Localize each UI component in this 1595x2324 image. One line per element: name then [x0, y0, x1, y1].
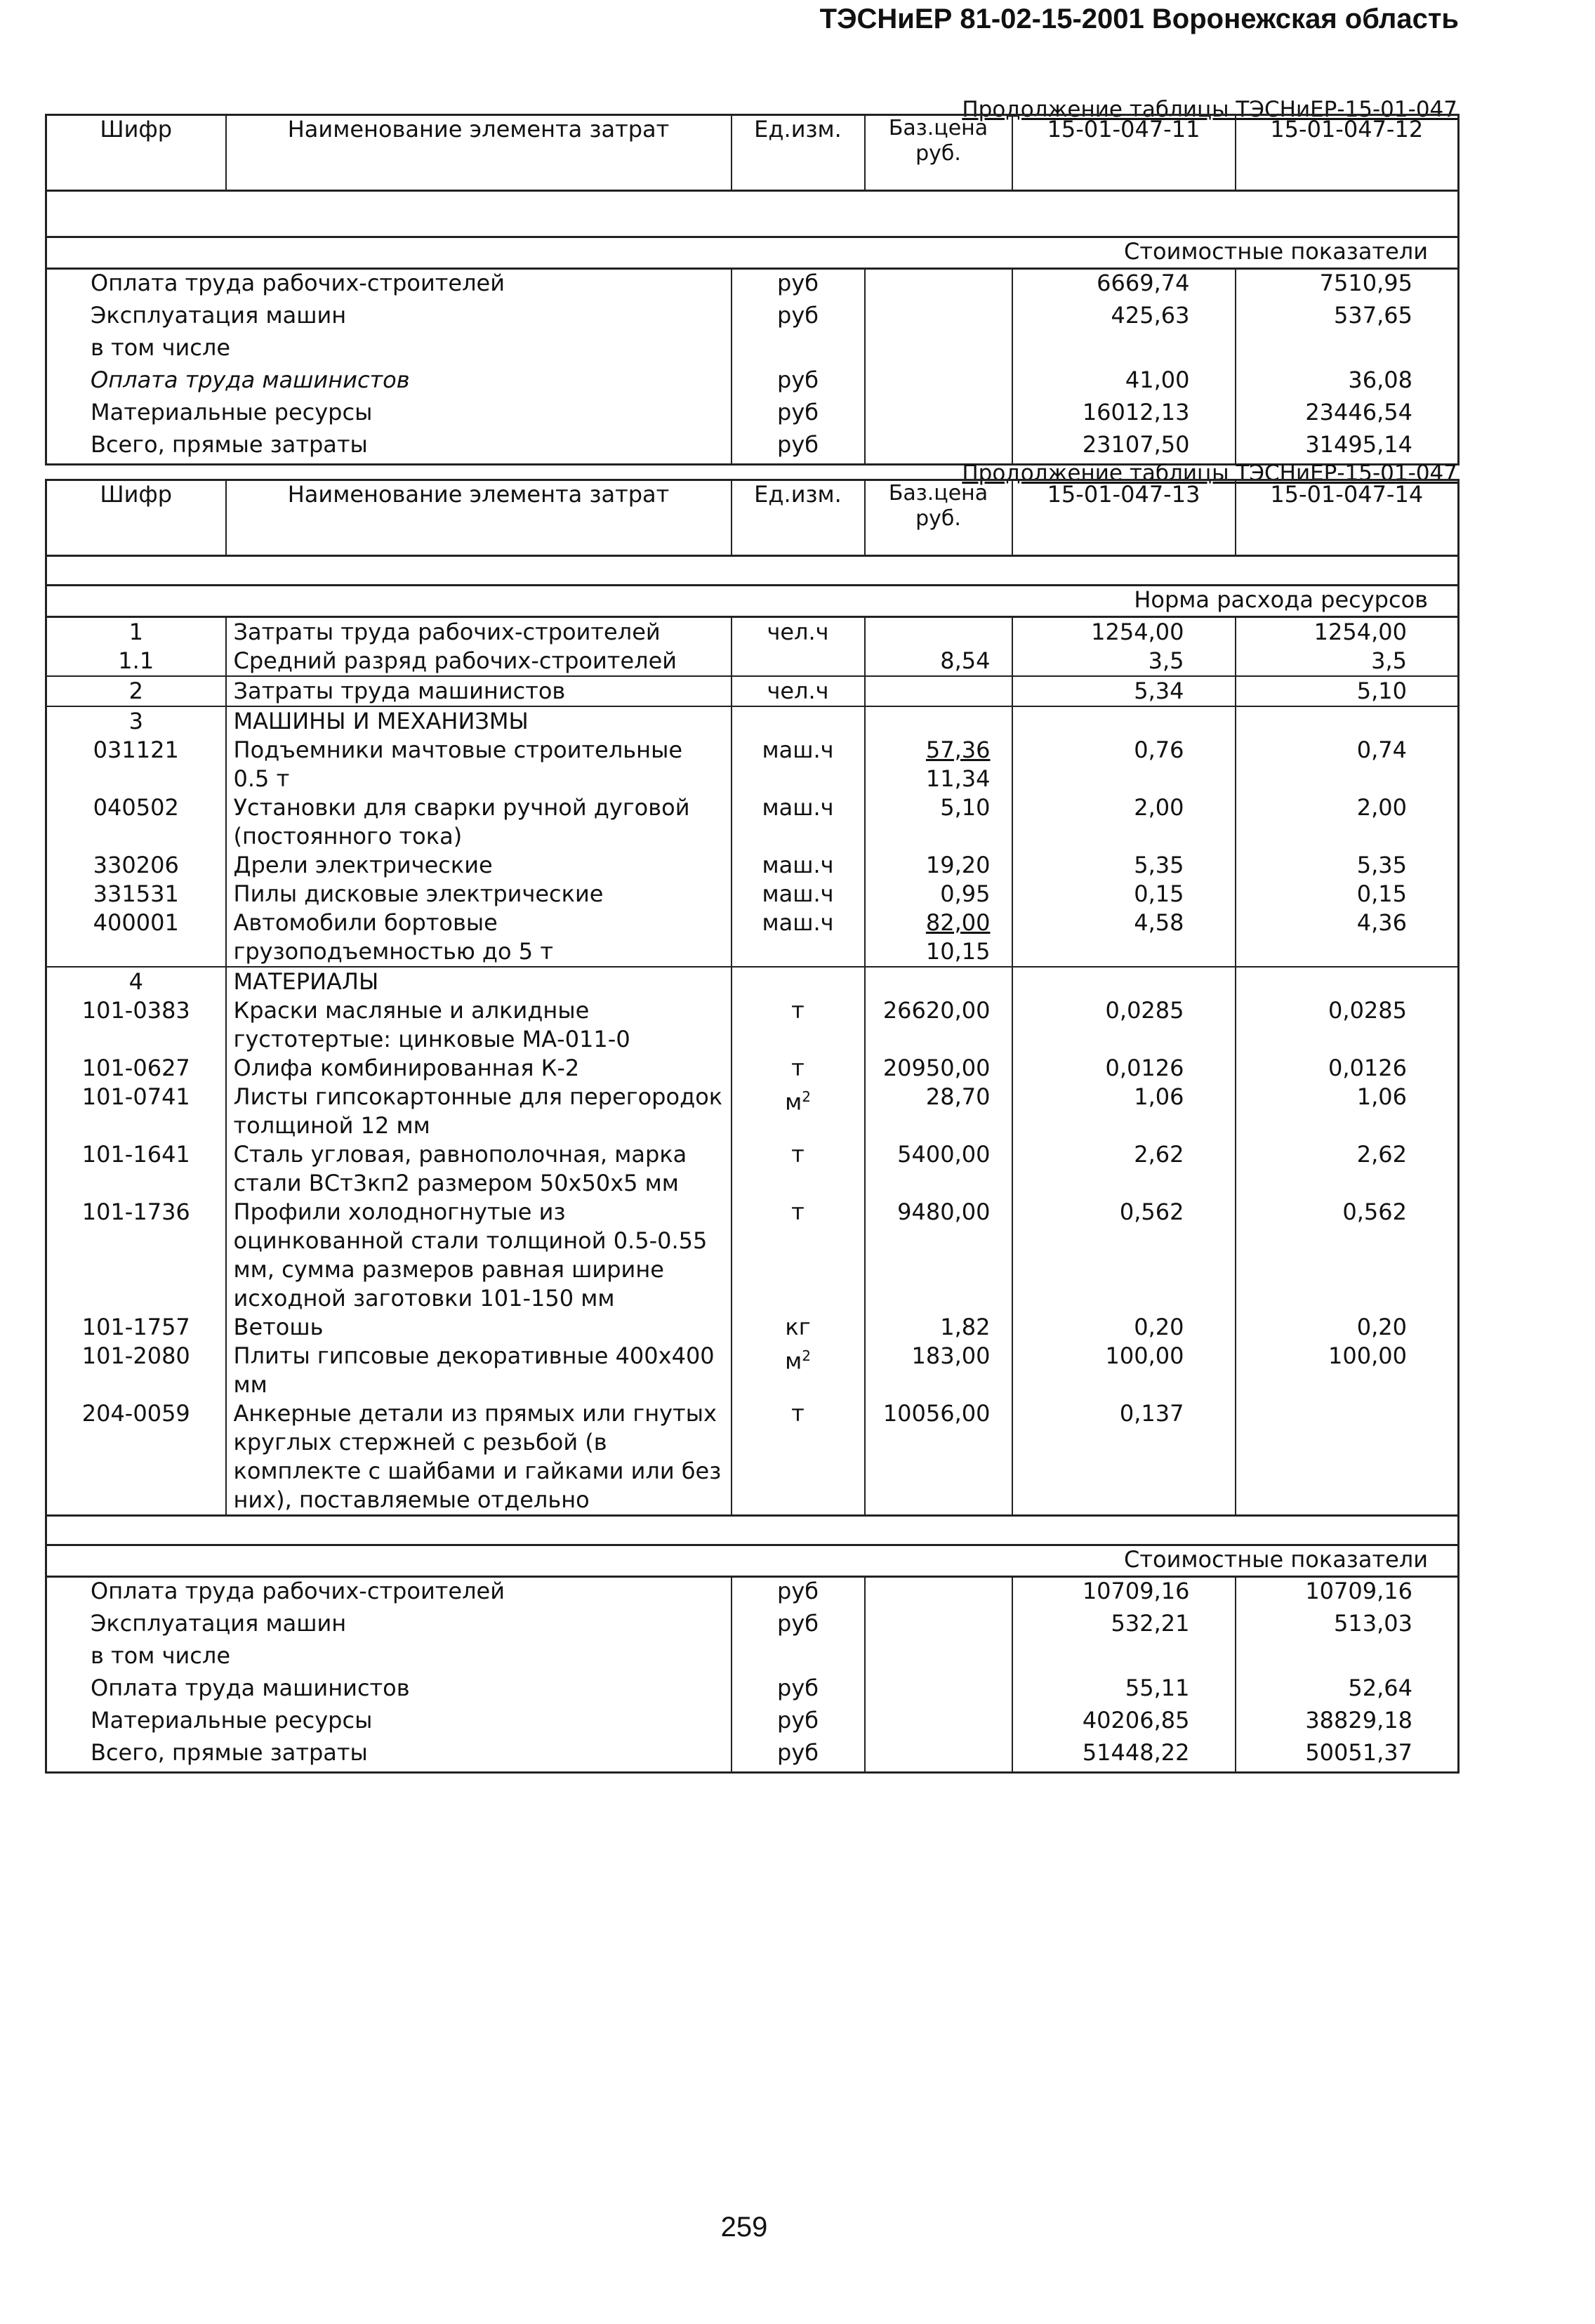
- row-value-2: 2,62: [1236, 1140, 1459, 1198]
- summary-row-unit: руб: [732, 1739, 865, 1773]
- table1-row-value-2: [1236, 334, 1459, 367]
- table-row: [46, 647, 1459, 676]
- table-row: [46, 1313, 1459, 1342]
- row-base-price: 20950,00: [865, 1054, 1012, 1083]
- unit-text: м: [785, 1088, 802, 1116]
- table2-section-label: Стоимостные показатели: [46, 1545, 1459, 1577]
- table1-row-unit: руб: [732, 367, 865, 399]
- row-unit: маш.ч: [732, 851, 865, 880]
- table2-section-label-row: [46, 1545, 1459, 1577]
- table1-row-value-2: 31495,14: [1236, 431, 1459, 465]
- row-unit: маш.ч: [732, 736, 865, 793]
- row-code: 101-2080: [46, 1342, 226, 1399]
- summary-row-unit: руб: [732, 1675, 865, 1707]
- col-header-15-01-047-14: 15-01-047-14: [1236, 480, 1459, 556]
- row-value-2: 1,06: [1236, 1083, 1459, 1140]
- row-base-price: 1,82: [865, 1313, 1012, 1342]
- summary-row-name: Оплата труда машинистов: [46, 1675, 732, 1707]
- col-header-15-01-047-13: 15-01-047-13: [1012, 480, 1236, 556]
- row-value-1: 2,62: [1012, 1140, 1236, 1198]
- row-base-price: 0,95: [865, 880, 1012, 909]
- row-value-2: 0,20: [1236, 1313, 1459, 1342]
- row-name: Ветошь: [226, 1313, 732, 1342]
- row-value-2: 0,74: [1236, 736, 1459, 793]
- row-code: 4: [46, 967, 226, 996]
- row-value-2: [1236, 706, 1459, 736]
- row-value-1: 0,0126: [1012, 1054, 1236, 1083]
- summary-row-name: Эксплуатация машин: [46, 1610, 732, 1642]
- row-unit: [732, 706, 865, 736]
- row-code: 101-0741: [46, 1083, 226, 1140]
- row-name: Профили холодногнутые из оцинкованной стали толщиной 0.5-0.55 мм, сумма размеров равная ширине исходной заготовки 101-150 мм: [226, 1198, 732, 1313]
- row-value-2: [1236, 1399, 1459, 1516]
- row-base-price: 5400,00: [865, 1140, 1012, 1198]
- row-name: Листы гипсокартонные для перегородок толщиной 12 мм: [226, 1083, 732, 1140]
- row-code: 101-0383: [46, 996, 226, 1054]
- row-name: Пилы дисковые электрические: [226, 880, 732, 909]
- table-row: [46, 706, 1459, 736]
- row-value-1: 0,20: [1012, 1313, 1236, 1342]
- row-value-2: 5,10: [1236, 676, 1459, 706]
- row-name: Анкерные детали из прямых или гнутых круглых стержней с резьбой (в комплекте с шайбами и гайками или без них), поставляемые отдельно: [226, 1399, 732, 1516]
- row-code: 101-1736: [46, 1198, 226, 1313]
- summary-row-base: [865, 1739, 1012, 1773]
- table2-blank-row: [46, 556, 1459, 586]
- table1-row-value-1: [1012, 334, 1236, 367]
- row-value-2: 3,5: [1236, 647, 1459, 676]
- unit-text: м: [785, 1347, 802, 1375]
- table1-row-base: [865, 399, 1012, 431]
- row-base-price: [865, 967, 1012, 996]
- row-base-price-labor: 10,15: [925, 938, 991, 965]
- table1-row-unit: руб: [732, 302, 865, 334]
- unit-superscript: 2: [802, 1088, 811, 1105]
- table1-row-base: [865, 334, 1012, 367]
- row-base-price: 28,70: [865, 1083, 1012, 1140]
- row-unit: т: [732, 1399, 865, 1516]
- table1-section-label: Стоимостные показатели: [46, 237, 1459, 269]
- summary-row-name: Материальные ресурсы: [46, 1707, 732, 1739]
- row-code: 1: [46, 617, 226, 647]
- table1-row-value-1: 23107,50: [1012, 431, 1236, 465]
- row-value-1: [1012, 706, 1236, 736]
- row-value-1: [1012, 967, 1236, 996]
- row-code: 101-1641: [46, 1140, 226, 1198]
- row-base-price-main: 82,00: [925, 909, 991, 936]
- summary-row-value-1: [1012, 1642, 1236, 1675]
- row-value-1: 1254,00: [1012, 617, 1236, 647]
- row-value-1: 0,562: [1012, 1198, 1236, 1313]
- col-header-15-01-047-11: 15-01-047-11: [1012, 115, 1236, 191]
- row-value-2: 100,00: [1236, 1342, 1459, 1399]
- table1-row-name: Эксплуатация машин: [46, 302, 732, 334]
- row-value-1: 0,137: [1012, 1399, 1236, 1516]
- row-unit: т: [732, 1198, 865, 1313]
- row-code: 040502: [46, 793, 226, 851]
- row-name: Плиты гипсовые декоративные 400x400 мм: [226, 1342, 732, 1399]
- table1-caption: Продолжение таблицы ТЭСНиЕР-15-01-047: [962, 97, 1457, 122]
- col-header-base-price: Баз.цена руб.: [865, 115, 1012, 191]
- table1-section-label-row: [46, 237, 1459, 269]
- table1-row-name: Всего, прямые затраты: [46, 431, 732, 465]
- row-value-2: 0,15: [1236, 880, 1459, 909]
- summary-row-value-2: 38829,18: [1236, 1707, 1459, 1739]
- table-row: [46, 676, 1459, 706]
- summary-row-base: [865, 1642, 1012, 1675]
- col-header-code: Шифр: [46, 480, 226, 556]
- col-header-15-01-047-12: 15-01-047-12: [1236, 115, 1459, 191]
- page-number: 259: [720, 2212, 768, 2243]
- table-row: [46, 736, 1459, 793]
- table1-row-base: [865, 269, 1012, 303]
- table-row: [46, 1198, 1459, 1313]
- row-name: Затраты труда машинистов: [226, 676, 732, 706]
- cost-table-1: [45, 114, 1460, 466]
- table1-row-value-1: 6669,74: [1012, 269, 1236, 303]
- summary-row-value-1: 40206,85: [1012, 1707, 1236, 1739]
- row-value-2: [1236, 967, 1459, 996]
- col-header-unit: Ед.изм.: [732, 480, 865, 556]
- row-base-price: 183,00: [865, 1342, 1012, 1399]
- row-unit: [732, 1342, 865, 1399]
- row-code: 3: [46, 706, 226, 736]
- row-name: Олифа комбинированная К-2: [226, 1054, 732, 1083]
- row-unit: [732, 647, 865, 676]
- table1-row-name: Материальные ресурсы: [46, 399, 732, 431]
- table1-row-value-2: 23446,54: [1236, 399, 1459, 431]
- table-row: [46, 967, 1459, 996]
- row-code: 101-1757: [46, 1313, 226, 1342]
- table1-row-unit: руб: [732, 431, 865, 465]
- table1-row-base: [865, 367, 1012, 399]
- table1-row-name: Оплата труда машинистов: [46, 367, 732, 399]
- table-row: [46, 1399, 1459, 1516]
- row-name: МАТЕРИАЛЫ: [226, 967, 732, 996]
- row-name: Краски масляные и алкидные густотертые: цинковые МА-011-0: [226, 996, 732, 1054]
- row-name: Дрели электрические: [226, 851, 732, 880]
- row-base-price: 9480,00: [865, 1198, 1012, 1313]
- row-value-1: 1,06: [1012, 1083, 1236, 1140]
- table-row: [46, 793, 1459, 851]
- row-base-price-labor: 11,34: [925, 765, 991, 792]
- row-value-2: 2,00: [1236, 793, 1459, 851]
- row-base-price: [865, 706, 1012, 736]
- summary-row-base: [865, 1577, 1012, 1611]
- row-unit: [732, 1083, 865, 1140]
- row-value-1: 5,34: [1012, 676, 1236, 706]
- col-header-name: Наименование элемента затрат: [226, 480, 732, 556]
- page-header-title: ТЭСНиЕР 81-02-15-2001 Воронежская область: [819, 4, 1459, 34]
- row-base-price: 26620,00: [865, 996, 1012, 1054]
- row-code: 204-0059: [46, 1399, 226, 1516]
- table1-row-value-2: 36,08: [1236, 367, 1459, 399]
- row-unit: маш.ч: [732, 909, 865, 967]
- row-value-1: 0,0285: [1012, 996, 1236, 1054]
- col-header-unit: Ед.изм.: [732, 115, 865, 191]
- row-value-2: 1254,00: [1236, 617, 1459, 647]
- row-unit: [732, 967, 865, 996]
- row-name: Установки для сварки ручной дуговой (постоянного тока): [226, 793, 732, 851]
- table-row: [46, 1140, 1459, 1198]
- row-unit: маш.ч: [732, 880, 865, 909]
- row-base-price: [865, 909, 1012, 967]
- table1-row-value-2: 7510,95: [1236, 269, 1459, 303]
- row-base-price: 8,54: [865, 647, 1012, 676]
- table-row: [46, 1342, 1459, 1399]
- table2-header-row: [46, 480, 1459, 556]
- summary-row-value-1: 55,11: [1012, 1675, 1236, 1707]
- table1-row-base: [865, 302, 1012, 334]
- row-code: 2: [46, 676, 226, 706]
- row-base-price: 5,10: [865, 793, 1012, 851]
- summary-row-value-2: 513,03: [1236, 1610, 1459, 1642]
- table-row: [46, 1083, 1459, 1140]
- summary-row-value-2: 10709,16: [1236, 1577, 1459, 1611]
- row-value-1: 2,00: [1012, 793, 1236, 851]
- table1-row-value-1: 41,00: [1012, 367, 1236, 399]
- row-base-price: [865, 736, 1012, 793]
- col-header-name: Наименование элемента затрат: [226, 115, 732, 191]
- row-value-1: 0,15: [1012, 880, 1236, 909]
- row-name: Затраты труда рабочих-строителей: [226, 617, 732, 647]
- table1-row-value-1: 16012,13: [1012, 399, 1236, 431]
- cost-table-2: [45, 479, 1460, 1774]
- summary-row-value-2: 52,64: [1236, 1675, 1459, 1707]
- table2-norm-label-row: [46, 586, 1459, 617]
- row-code: 331531: [46, 880, 226, 909]
- col-header-base-price: Баз.цена руб.: [865, 480, 1012, 556]
- row-base-price: [865, 676, 1012, 706]
- summary-row-value-1: 532,21: [1012, 1610, 1236, 1642]
- row-name: Автомобили бортовые грузоподъемностью до 5 т: [226, 909, 732, 967]
- table1-row-unit: руб: [732, 269, 865, 303]
- row-value-1: 0,76: [1012, 736, 1236, 793]
- row-code: 101-0627: [46, 1054, 226, 1083]
- summary-row-name: в том числе: [46, 1642, 732, 1675]
- summary-row-base: [865, 1675, 1012, 1707]
- summary-row-value-2: 50051,37: [1236, 1739, 1459, 1773]
- summary-row-name: Оплата труда рабочих-строителей: [46, 1577, 732, 1611]
- table2-blank-row-2: [46, 1516, 1459, 1545]
- table1-header-row: [46, 115, 1459, 191]
- table2-caption: Продолжение таблицы ТЭСНиЕР-15-01-047: [962, 461, 1457, 486]
- table-row: [46, 996, 1459, 1054]
- row-value-1: 4,58: [1012, 909, 1236, 967]
- row-code: 400001: [46, 909, 226, 967]
- row-unit: т: [732, 1140, 865, 1198]
- row-value-1: 100,00: [1012, 1342, 1236, 1399]
- col-header-code: Шифр: [46, 115, 226, 191]
- table-row: [46, 1054, 1459, 1083]
- summary-row-unit: руб: [732, 1707, 865, 1739]
- row-name: МАШИНЫ И МЕХАНИЗМЫ: [226, 706, 732, 736]
- row-code: 031121: [46, 736, 226, 793]
- summary-row-base: [865, 1610, 1012, 1642]
- row-base-price: 19,20: [865, 851, 1012, 880]
- summary-row-value-1: 10709,16: [1012, 1577, 1236, 1611]
- summary-row-base: [865, 1707, 1012, 1739]
- row-value-2: 0,562: [1236, 1198, 1459, 1313]
- row-name: Подъемники мачтовые строительные 0.5 т: [226, 736, 732, 793]
- table-row: [46, 617, 1459, 647]
- row-value-2: 0,0285: [1236, 996, 1459, 1054]
- table1-row-value-1: 425,63: [1012, 302, 1236, 334]
- table1-row-value-2: 537,65: [1236, 302, 1459, 334]
- row-base-price: 10056,00: [865, 1399, 1012, 1516]
- table1-row-unit: руб: [732, 399, 865, 431]
- row-base-price-main: 57,36: [925, 737, 991, 763]
- table1-row-unit: [732, 334, 865, 367]
- row-value-1: 5,35: [1012, 851, 1236, 880]
- row-value-1: 3,5: [1012, 647, 1236, 676]
- summary-row-value-1: 51448,22: [1012, 1739, 1236, 1773]
- row-unit: чел.ч: [732, 617, 865, 647]
- row-unit: кг: [732, 1313, 865, 1342]
- row-value-2: 0,0126: [1236, 1054, 1459, 1083]
- summary-row-unit: руб: [732, 1610, 865, 1642]
- row-unit: чел.ч: [732, 676, 865, 706]
- summary-row-unit: руб: [732, 1577, 865, 1611]
- row-base-price: [865, 617, 1012, 647]
- row-name: Средний разряд рабочих-строителей: [226, 647, 732, 676]
- row-code: 330206: [46, 851, 226, 880]
- summary-row-name: Всего, прямые затраты: [46, 1739, 732, 1773]
- unit-superscript: 2: [802, 1347, 811, 1364]
- table-row: [46, 880, 1459, 909]
- row-value-2: 5,35: [1236, 851, 1459, 880]
- table-row: [46, 909, 1459, 967]
- summary-row-value-2: [1236, 1642, 1459, 1675]
- row-unit: т: [732, 996, 865, 1054]
- row-unit: т: [732, 1054, 865, 1083]
- table1-row-name: в том числе: [46, 334, 732, 367]
- row-value-2: 4,36: [1236, 909, 1459, 967]
- table1-row-base: [865, 431, 1012, 465]
- table2-norm-label: Норма расхода ресурсов: [46, 586, 1459, 617]
- row-unit: маш.ч: [732, 793, 865, 851]
- table-row: [46, 851, 1459, 880]
- table1-blank-row: [46, 191, 1459, 237]
- row-name: Сталь угловая, равнополочная, марка стали ВСт3кп2 размером 50x50x5 мм: [226, 1140, 732, 1198]
- table1-row-name: Оплата труда рабочих-строителей: [46, 269, 732, 303]
- summary-row-unit: [732, 1642, 865, 1675]
- row-code: 1.1: [46, 647, 226, 676]
